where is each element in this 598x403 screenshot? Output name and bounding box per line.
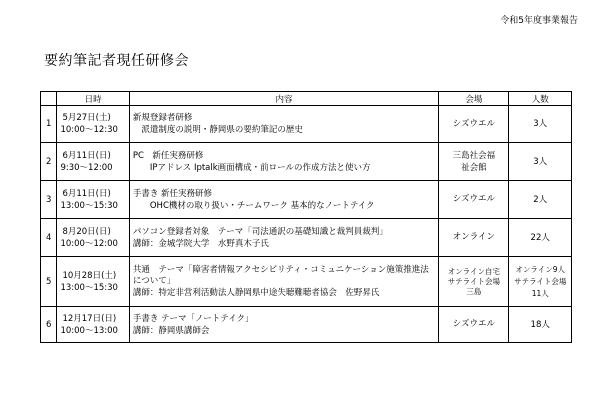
content-cell <box>129 219 438 257</box>
venue-cell <box>439 257 509 307</box>
row-number: 6 <box>41 307 57 343</box>
date-cell <box>57 219 129 257</box>
count-cell <box>509 257 572 307</box>
time-text: 13:00～15:30 <box>60 282 118 293</box>
venue-cell <box>439 219 509 257</box>
report-label: 令和5年度事業報告 <box>500 16 578 26</box>
content-cell <box>129 106 438 143</box>
content-line-1: 共通 テーマ「障害者情報アクセシビリティ・コミュニケーション施策推進法について」 <box>132 264 429 286</box>
venue-cell <box>439 181 509 219</box>
time-text: 9:30～12:00 <box>60 162 113 173</box>
time-text: 10:00～13:00 <box>60 325 118 336</box>
count-text-line-2: サテライト会場 <box>514 276 567 286</box>
date-text: 5月27日(土) <box>62 113 111 123</box>
table-header-row <box>41 92 572 106</box>
count-text-line-3: 11人 <box>531 288 549 298</box>
venue-text: シズウエル <box>452 118 495 129</box>
content-line-2: IPアドレス Iptalk画面構成・前ロールの作成方法と使い方 <box>132 162 371 173</box>
schedule-table <box>40 91 572 343</box>
venue-text-line-1: 三島社会福 <box>452 150 496 161</box>
content-cell <box>129 143 438 181</box>
content-cell <box>129 257 438 307</box>
date-cell <box>57 181 129 219</box>
table-row <box>41 219 572 257</box>
venue-cell <box>439 307 509 343</box>
date-text: 12月17日(日) <box>62 313 117 324</box>
row-number: 3 <box>41 181 57 219</box>
count-text: 2人 <box>533 194 548 205</box>
time-text: 13:00～15:30 <box>60 200 118 211</box>
row-number: 4 <box>41 219 57 257</box>
content-line-2: 講師：金城学院大学 水野真木子氏 <box>132 238 269 249</box>
count-text-line-1: オンライン9人 <box>515 264 565 274</box>
header-no <box>41 92 57 106</box>
count-text: 3人 <box>533 156 548 167</box>
venue-cell <box>439 143 509 181</box>
content-line-1: 手書き 新任実務研修 <box>132 188 213 199</box>
table-row <box>41 307 572 343</box>
table-row <box>41 257 572 307</box>
row-number: 5 <box>41 257 57 307</box>
time-text: 10:00～12:30 <box>60 125 118 135</box>
row-number: 1 <box>41 106 57 143</box>
content-line-2: 派遣制度の説明・静岡県の要約筆記の歴史 <box>132 125 303 135</box>
date-text: 10月28日(土) <box>62 270 117 281</box>
header-venue: 会場 <box>439 92 509 106</box>
count-cell <box>509 307 572 343</box>
date-cell <box>57 257 129 307</box>
header-count: 人数 <box>509 92 572 106</box>
header-date: 日時 <box>57 92 129 106</box>
count-cell <box>509 181 572 219</box>
venue-text: シズウエル <box>452 194 495 204</box>
date-cell <box>57 143 129 181</box>
content-line-1: 新規登録者研修 <box>132 113 193 123</box>
date-cell <box>57 307 129 343</box>
venue-text-line-2: 祉会館 <box>461 162 487 173</box>
content-cell <box>129 307 438 343</box>
content-line-2: OHC機材の取り扱い・チームワーク 基本的なノートテイク <box>132 200 375 211</box>
table-row <box>41 143 572 181</box>
venue-text: オンライン <box>452 232 495 242</box>
header-content: 内容 <box>129 92 438 106</box>
table-row <box>41 106 572 143</box>
content-line-2: 講師：静岡県講師会 <box>132 325 210 336</box>
venue-cell <box>439 106 509 143</box>
count-text: 3人 <box>533 119 548 129</box>
date-cell <box>57 106 129 143</box>
count-text: 22人 <box>530 232 550 243</box>
venue-text-line-2: サテライト会場 <box>447 276 500 286</box>
content-cell <box>129 181 438 219</box>
page-title: 要約筆記者現任研修会 <box>44 53 189 69</box>
content-line-2: 講師：特定非営利活動法人静岡県中途失聴難聴者協会 佐野昇氏 <box>132 287 380 298</box>
venue-text: シズウエル <box>452 319 495 329</box>
count-cell <box>509 106 572 143</box>
content-line-1: PC 新任実務研修 <box>132 150 204 161</box>
time-text: 10:00～12:00 <box>60 238 118 249</box>
content-line-1: パソコン登録者対象 テーマ「司法通訳の基礎知識と裁判員裁判」 <box>132 226 388 237</box>
content-line-1: 手書き テーマ「ノートテイク」 <box>132 313 254 324</box>
venue-text-line-3: 三島 <box>466 286 482 296</box>
table-row <box>41 181 572 219</box>
date-text: 6月11日(日) <box>62 188 111 199</box>
count-cell <box>509 143 572 181</box>
count-text: 18人 <box>530 319 550 330</box>
date-text: 6月11日(日) <box>62 150 111 161</box>
count-cell <box>509 219 572 257</box>
venue-text-line-1: オンライン自宅 <box>447 266 500 276</box>
date-text: 8月20日(日) <box>62 226 111 237</box>
row-number: 2 <box>41 143 57 181</box>
